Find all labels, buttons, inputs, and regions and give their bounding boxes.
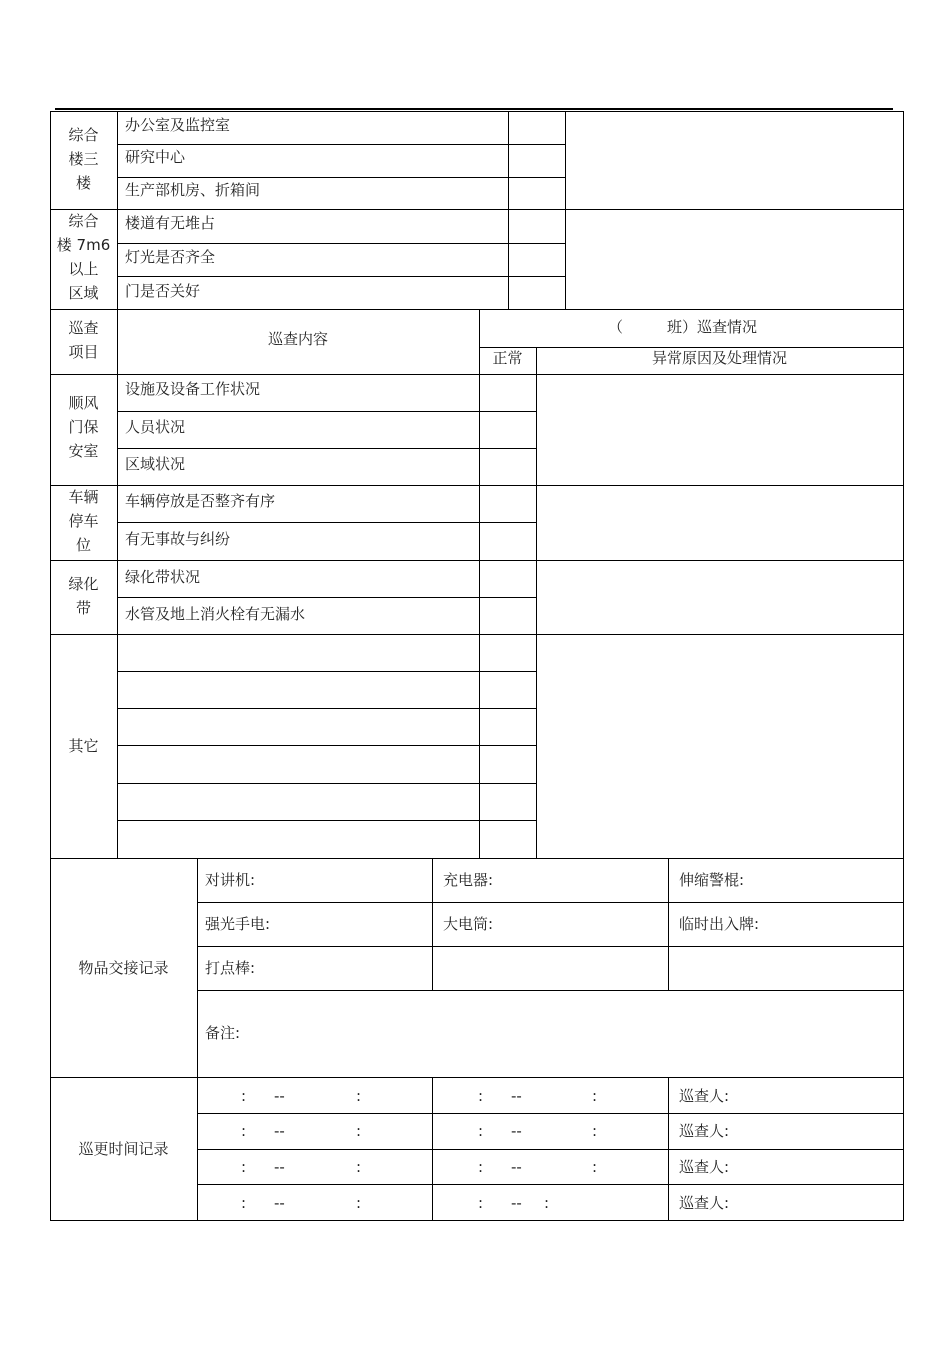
group-label-greenbelt: 绿化 带 — [68, 575, 99, 617]
item-label: 门是否关好 — [125, 282, 201, 300]
s2-group-line — [50, 634, 904, 635]
inspector-label: 巡查人: — [679, 1194, 730, 1212]
handover-pass-label: 临时出入牌: — [679, 915, 760, 933]
time-colon: : — [241, 1122, 247, 1140]
item-label: 绿化带状况 — [125, 568, 201, 586]
s2-row-line — [117, 411, 537, 412]
header-abnormal: 异常原因及处理情况 — [651, 349, 787, 367]
handover-torch-label: 大电筒: — [443, 915, 494, 933]
frame-bottom — [50, 1220, 904, 1221]
time-colon: : — [478, 1158, 484, 1176]
s1-divider — [117, 111, 118, 310]
item-label: 生产部机房、折箱间 — [125, 181, 261, 199]
time-dash: -- — [274, 1194, 285, 1212]
item-label: 水管及地上消火栓有无漏水 — [125, 605, 306, 623]
s2-divider — [117, 310, 118, 859]
s2-row-line — [117, 820, 537, 821]
s1-row-line — [117, 177, 566, 178]
patrol-title: 巡更时间记录 — [78, 1140, 169, 1158]
header-shift-open: （ — [608, 318, 624, 336]
handover-flashlight-label: 强光手电: — [205, 915, 271, 933]
s2-group-line — [50, 560, 904, 561]
s3-end-line — [50, 1077, 904, 1078]
inspector-label: 巡查人: — [679, 1122, 730, 1140]
handover-baton-label: 伸缩警棍: — [679, 871, 745, 889]
time-colon: : — [478, 1087, 484, 1105]
time-colon: : — [478, 1122, 484, 1140]
s2-header-end — [50, 374, 904, 375]
s2-divider — [479, 310, 480, 859]
s2-end-line — [50, 858, 904, 859]
time-colon: : — [356, 1122, 362, 1140]
s1-end-line — [50, 309, 904, 310]
time-colon: : — [241, 1087, 247, 1105]
item-label: 研究中心 — [125, 148, 186, 166]
s3-divider — [197, 858, 198, 1221]
s2-row-line — [117, 448, 537, 449]
s3-divider — [668, 858, 669, 990]
time-colon: : — [356, 1158, 362, 1176]
group-label-parking: 车辆 停车 位 — [68, 488, 99, 554]
handover-checkpoint-stick-label: 打点棒: — [205, 959, 256, 977]
s1-row-line — [117, 276, 566, 277]
group-label-building-upper: 综合 楼 7m6 以上 区域 — [56, 212, 111, 302]
time-dash: -- — [511, 1194, 522, 1212]
time-colon: : — [356, 1087, 362, 1105]
s2-row-line — [117, 597, 537, 598]
group-label-other: 其它 — [68, 737, 99, 755]
handover-title: 物品交接记录 — [78, 959, 169, 977]
time-dash: -- — [511, 1087, 522, 1105]
s2-group-line — [50, 485, 904, 486]
handover-radio-label: 对讲机: — [205, 871, 256, 889]
time-colon: : — [592, 1158, 598, 1176]
frame-top — [50, 111, 904, 112]
header-inspection-content: 巡查内容 — [267, 330, 328, 348]
time-colon: : — [241, 1158, 247, 1176]
item-label: 楼道有无堆占 — [125, 214, 216, 232]
s1-row-line — [117, 243, 566, 244]
s4-row-line — [197, 1184, 904, 1185]
group-label-building-3f: 综合 楼三 楼 — [68, 126, 99, 192]
time-colon: : — [592, 1122, 598, 1140]
s4-row-line — [197, 1113, 904, 1114]
s2-row-line — [117, 671, 537, 672]
time-colon: : — [356, 1194, 362, 1212]
item-label: 区域状况 — [125, 455, 186, 473]
time-dash: -- — [274, 1087, 285, 1105]
s1-divider — [508, 111, 509, 310]
patrol-inspection-form — [50, 111, 904, 1221]
s3-row-line — [197, 946, 904, 947]
time-dash: -- — [274, 1158, 285, 1176]
s1-group-line — [50, 209, 904, 210]
s2-row-line — [117, 745, 537, 746]
s3-row-line — [197, 990, 904, 991]
s2-row-line — [117, 522, 537, 523]
s3-divider — [432, 858, 433, 990]
time-colon: : — [241, 1194, 247, 1212]
item-label: 车辆停放是否整齐有序 — [125, 492, 276, 510]
s2-row-line — [117, 708, 537, 709]
header-inspection-item: 巡查 项目 — [68, 319, 99, 361]
time-colon: : — [478, 1194, 484, 1212]
time-dash: -- — [511, 1122, 522, 1140]
top-rule — [55, 108, 893, 110]
item-label: 办公室及监控室 — [125, 116, 231, 134]
item-label: 设施及设备工作状况 — [125, 380, 261, 398]
inspector-label: 巡查人: — [679, 1158, 730, 1176]
handover-note-label: 备注: — [205, 1024, 241, 1042]
time-colon: : — [544, 1194, 550, 1212]
s4-row-line — [197, 1149, 904, 1150]
handover-charger-label: 充电器: — [443, 871, 494, 889]
item-label: 有无事故与纠纷 — [125, 530, 231, 548]
s2-row-line — [117, 783, 537, 784]
s2-header-line — [479, 347, 904, 348]
s1-divider — [565, 111, 566, 310]
item-label: 人员状况 — [125, 418, 186, 436]
time-dash: -- — [274, 1122, 285, 1140]
s3-row-line — [197, 902, 904, 903]
header-shift-status: 班）巡查情况 — [667, 318, 758, 336]
group-label-shunfeng-guard-room: 顺风 门保 安室 — [68, 394, 99, 460]
time-colon: : — [592, 1087, 598, 1105]
inspector-label: 巡查人: — [679, 1087, 730, 1105]
frame-right — [903, 111, 904, 1221]
s1-row-line — [117, 144, 566, 145]
header-normal: 正常 — [492, 349, 523, 367]
time-dash: -- — [511, 1158, 522, 1176]
item-label: 灯光是否齐全 — [125, 248, 216, 266]
